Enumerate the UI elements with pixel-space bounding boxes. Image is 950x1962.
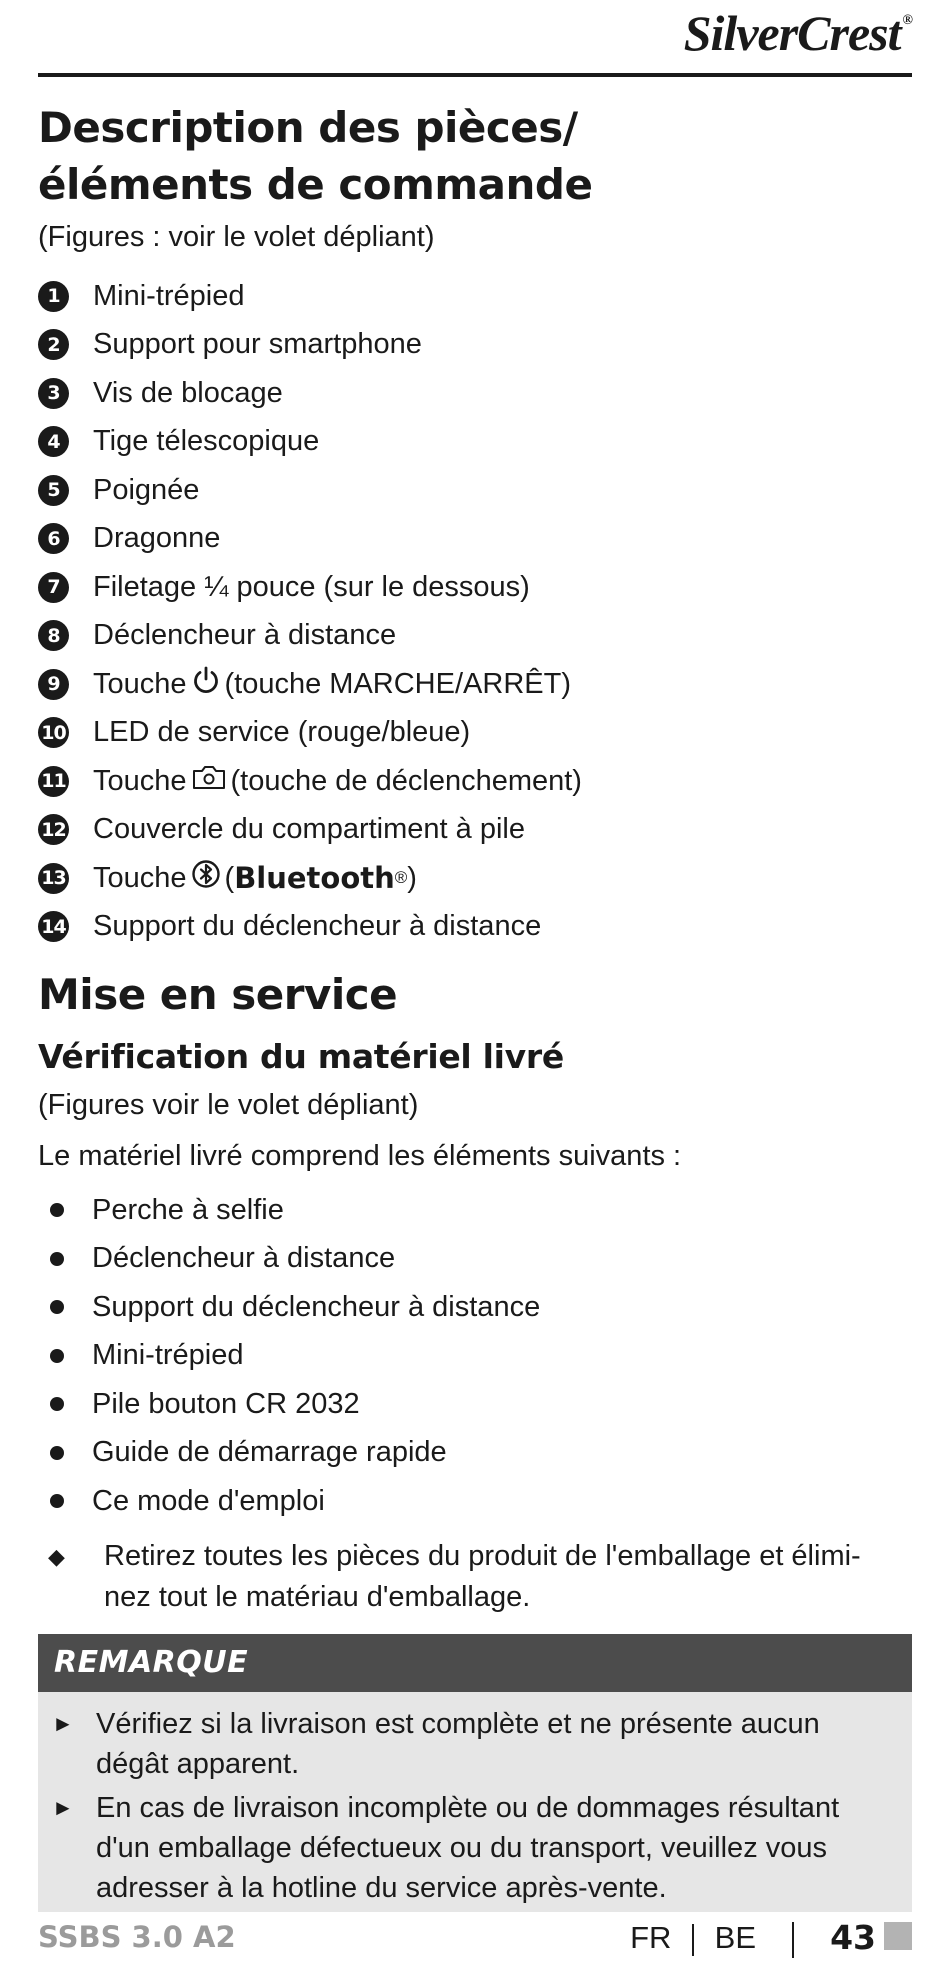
part-label: Tige télescopique — [93, 425, 320, 458]
part-label: Mini-trépied — [93, 279, 245, 312]
bullet-icon — [50, 1446, 64, 1460]
number-badge: 8 — [38, 620, 69, 651]
note-line: En cas de livraison incomplète ou de dommages résultant — [96, 1792, 840, 1824]
bluetooth-icon — [191, 859, 221, 897]
contents-item — [38, 1332, 912, 1381]
parts-section — [38, 99, 912, 257]
language-fr: FR — [630, 1920, 672, 1955]
part-item-2 — [38, 321, 912, 370]
contents-item-label: Support du déclencheur à distance — [92, 1290, 541, 1323]
part-item-1 — [38, 272, 912, 321]
footer-separator — [792, 1922, 794, 1958]
part-item-14 — [38, 903, 912, 952]
unpack-instruction-text — [104, 1536, 861, 1618]
number-badge: 2 — [38, 329, 69, 360]
bullet-icon — [50, 1397, 64, 1411]
note-line: adresser à la hotline du service après-vente. — [96, 1872, 667, 1904]
bullet-icon — [50, 1252, 64, 1266]
contents-item — [38, 1429, 912, 1478]
language-separator — [692, 1924, 694, 1956]
parts-list — [38, 272, 912, 951]
part-label: Poignée — [93, 473, 200, 506]
number-badge: 13 — [38, 863, 69, 894]
paren-open: ( — [224, 861, 235, 894]
number-badge: 1 — [38, 281, 69, 312]
contents-item-label: Déclencheur à distance — [92, 1242, 396, 1275]
number-badge: 11 — [38, 766, 69, 797]
contents-item-label: Ce mode d'emploi — [92, 1484, 325, 1517]
header-rule — [38, 73, 912, 77]
camera-icon — [191, 763, 227, 799]
language-codes — [630, 1920, 756, 1956]
part-label: Filetage ¼ pouce (sur le dessous) — [93, 570, 530, 603]
part-label: LED de service (rouge/bleue) — [93, 716, 471, 749]
registered-mark: ® — [394, 868, 408, 888]
contents-list — [38, 1186, 912, 1526]
section-title-parts — [38, 99, 912, 213]
part-label-prefix: Touche — [93, 667, 187, 700]
part-item-8 — [38, 612, 912, 661]
subsection-title-contents: Vérification du matériel livré — [38, 1037, 564, 1076]
part-item-10 — [38, 709, 912, 758]
number-badge: 7 — [38, 572, 69, 603]
part-label-prefix: Touche — [93, 764, 187, 797]
part-item-12 — [38, 806, 912, 855]
part-label: Couvercle du compartiment à pile — [93, 813, 525, 846]
part-item-3 — [38, 369, 912, 418]
part-label: Vis de blocage — [93, 376, 283, 409]
number-badge: 9 — [38, 669, 69, 700]
contents-item — [38, 1235, 912, 1284]
note-item-2-text — [96, 1788, 839, 1908]
part-label-suffix: (touche MARCHE/ARRÊT) — [224, 667, 571, 700]
part-label-suffix: (touche de déclenchement) — [230, 764, 582, 797]
diamond-bullet-icon: ◆ — [48, 1544, 65, 1569]
page-number: 43 — [830, 1918, 876, 1957]
setup-section — [38, 966, 912, 1176]
contents-item-label: Mini-trépied — [92, 1339, 244, 1372]
part-item-13 — [38, 854, 912, 903]
brand-name: SilverCrest — [683, 5, 901, 61]
manual-page — [38, 0, 912, 1962]
arrow-bullet-icon: ► — [52, 1711, 74, 1736]
contents-item-label: Pile bouton CR 2032 — [92, 1387, 360, 1420]
part-item-9 — [38, 660, 912, 709]
figures-note: (Figures : voir le volet dépliant) — [38, 221, 435, 253]
note-line: Vérifiez si la livraison est complète et ne présente aucun — [96, 1708, 820, 1740]
contents-item-label: Guide de démarrage rapide — [92, 1436, 447, 1469]
figures-note-2: (Figures voir le volet dépliant) — [38, 1089, 419, 1121]
bullet-icon — [50, 1349, 64, 1363]
language-be: BE — [714, 1920, 756, 1955]
contents-item — [38, 1283, 912, 1332]
bullet-icon — [50, 1494, 64, 1508]
contents-item-label: Perche à selfie — [92, 1193, 284, 1226]
contents-item — [38, 1477, 912, 1526]
power-icon — [191, 665, 221, 703]
part-item-6 — [38, 515, 912, 564]
part-item-4 — [38, 418, 912, 467]
number-badge: 14 — [38, 911, 69, 942]
note-line: d'un emballage défectueux ou du transport, veuillez vous — [96, 1832, 828, 1864]
part-item-7 — [38, 563, 912, 612]
note-line: dégât apparent. — [96, 1748, 300, 1780]
part-label: Support pour smartphone — [93, 328, 422, 361]
part-label: Déclencheur à distance — [93, 619, 397, 652]
part-item-11 — [38, 757, 912, 806]
part-label-prefix: Touche — [93, 861, 187, 894]
instruction-line-2: nez tout le matériau d'emballage. — [104, 1581, 531, 1613]
section-title-setup: Mise en service — [38, 970, 398, 1019]
part-label: Support du déclencheur à distance — [93, 910, 542, 943]
unpack-instruction — [38, 1536, 912, 1618]
number-badge: 10 — [38, 717, 69, 748]
note-box — [38, 1634, 912, 1912]
page-marker — [884, 1922, 912, 1950]
contents-item — [38, 1186, 912, 1235]
note-item-1 — [38, 1704, 912, 1784]
contents-intro: Le matériel livré comprend les éléments suivants : — [38, 1140, 682, 1172]
bullet-icon — [50, 1300, 64, 1314]
note-item-1-text — [96, 1704, 820, 1784]
number-badge: 3 — [38, 378, 69, 409]
contents-item — [38, 1380, 912, 1429]
section-title-line-2: éléments de commande — [38, 160, 593, 209]
paren-close: ) — [407, 861, 417, 894]
bullet-icon — [50, 1203, 64, 1217]
brand-logo — [683, 5, 912, 61]
note-title: REMARQUE — [38, 1634, 912, 1692]
model-number: SSBS 3.0 A2 — [38, 1920, 236, 1954]
part-label: Dragonne — [93, 522, 221, 555]
number-badge: 6 — [38, 523, 69, 554]
number-badge: 12 — [38, 814, 69, 845]
number-badge: 5 — [38, 475, 69, 506]
note-item-2 — [38, 1788, 912, 1908]
bluetooth-word: Bluetooth — [234, 861, 395, 896]
arrow-bullet-icon: ► — [52, 1795, 74, 1820]
instruction-line-1: Retirez toutes les pièces du produit de l'emballage et élimi- — [104, 1540, 861, 1572]
number-badge: 4 — [38, 426, 69, 457]
section-title-line-1: Description des pièces/ — [38, 103, 578, 152]
part-item-5 — [38, 466, 912, 515]
brand-registered-mark: ® — [902, 13, 912, 28]
page-footer — [38, 1920, 912, 1962]
